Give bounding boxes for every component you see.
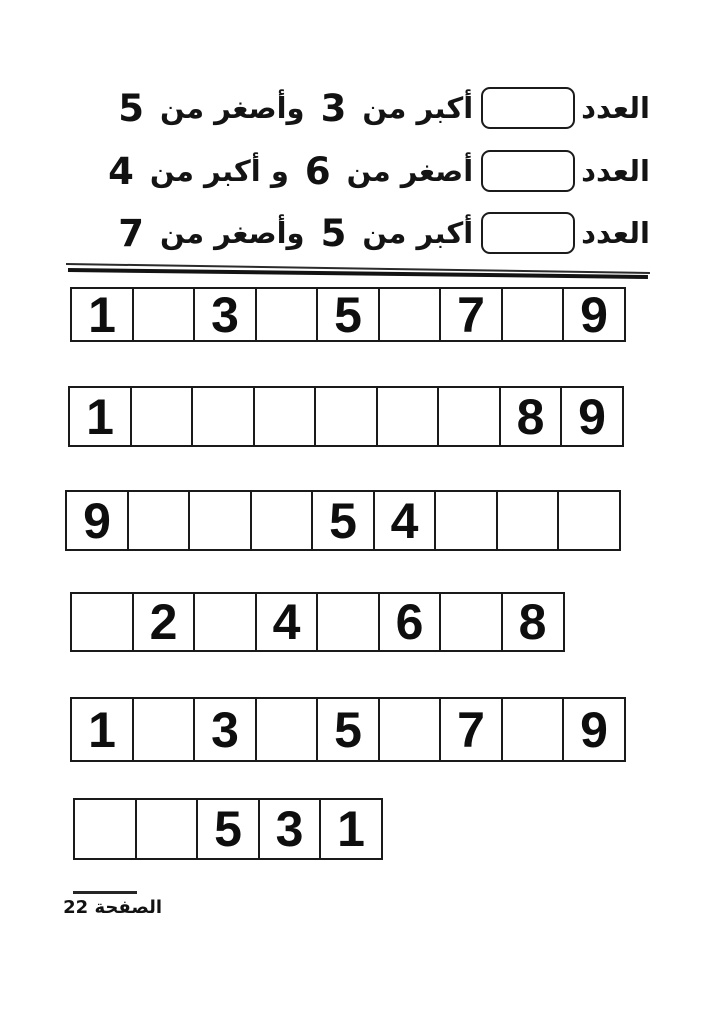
number-grid-row (65, 490, 621, 551)
grid-cell-filled: 4 (255, 592, 319, 652)
grid-cell-empty[interactable] (439, 592, 503, 652)
grid-cell-filled: 9 (65, 490, 129, 551)
grid-cell-empty[interactable] (73, 798, 137, 860)
question-phrase: و أكبر من (149, 154, 289, 188)
answer-box[interactable] (481, 150, 575, 192)
grid-cell-empty[interactable] (376, 386, 440, 447)
question-number: 3 (320, 86, 347, 130)
grid-cell-empty[interactable] (250, 490, 314, 551)
grid-cell-filled: 2 (132, 592, 196, 652)
question-label: العدد (581, 216, 650, 250)
grid-cell-filled: 1 (70, 697, 134, 762)
question-row-3 (108, 209, 650, 257)
grid-cell-empty[interactable] (496, 490, 560, 551)
grid-cell-filled: 1 (319, 798, 383, 860)
number-grid-row (70, 287, 626, 342)
question-number: 4 (108, 149, 134, 193)
grid-cell-filled: 9 (562, 287, 626, 342)
question-phrase: وأصغر من (160, 216, 305, 250)
number-grid-row (70, 697, 626, 762)
page-number: الصفحة 22 (63, 897, 162, 918)
question-number: 5 (320, 211, 347, 255)
number-grid-row (70, 592, 565, 652)
grid-cell-empty[interactable] (132, 287, 196, 342)
question-phrase: أكبر من (362, 216, 474, 250)
grid-cell-empty[interactable] (191, 386, 255, 447)
grid-cell-empty[interactable] (127, 490, 191, 551)
grid-cell-empty[interactable] (132, 697, 196, 762)
grid-cell-empty[interactable] (193, 592, 257, 652)
grid-cell-filled: 5 (196, 798, 260, 860)
grid-cell-empty[interactable] (130, 386, 194, 447)
grid-cell-filled: 3 (193, 287, 257, 342)
number-grid-row (73, 798, 383, 860)
grid-cell-empty[interactable] (434, 490, 498, 551)
footer-rule (73, 891, 137, 894)
grid-cell-filled: 4 (373, 490, 437, 551)
grid-cell-empty[interactable] (557, 490, 621, 551)
grid-cell-empty[interactable] (70, 592, 134, 652)
grid-cell-filled: 8 (501, 592, 565, 652)
grid-cell-filled: 7 (439, 287, 503, 342)
grid-cell-filled: 5 (316, 287, 380, 342)
grid-cell-empty[interactable] (501, 697, 565, 762)
grid-cell-filled: 1 (68, 386, 132, 447)
question-label: العدد (581, 154, 650, 188)
grid-cell-filled: 3 (193, 697, 257, 762)
grid-cell-filled: 8 (499, 386, 563, 447)
grid-cell-filled: 5 (311, 490, 375, 551)
grid-cell-empty[interactable] (378, 287, 442, 342)
grid-cell-filled: 7 (439, 697, 503, 762)
question-row-1 (108, 84, 650, 132)
grid-cell-filled: 3 (258, 798, 322, 860)
grid-cell-empty[interactable] (188, 490, 252, 551)
grid-cell-empty[interactable] (501, 287, 565, 342)
grid-cell-empty[interactable] (314, 386, 378, 447)
question-row-2 (98, 147, 650, 195)
grid-cell-empty[interactable] (135, 798, 199, 860)
grid-cell-filled: 6 (378, 592, 442, 652)
question-phrase: أكبر من (362, 91, 474, 125)
question-number: 6 (304, 149, 331, 193)
grid-cell-empty[interactable] (378, 697, 442, 762)
grid-cell-empty[interactable] (255, 697, 319, 762)
grid-cell-empty[interactable] (437, 386, 501, 447)
question-phrase: وأصغر من (160, 91, 305, 125)
question-phrase: أصغر من (346, 154, 474, 188)
question-number: 7 (118, 211, 145, 255)
answer-box[interactable] (481, 87, 575, 129)
grid-cell-empty[interactable] (253, 386, 317, 447)
grid-cell-filled: 9 (560, 386, 624, 447)
number-grid-row (68, 386, 624, 447)
question-number: 5 (118, 86, 145, 130)
grid-cell-filled: 1 (70, 287, 134, 342)
question-label: العدد (581, 91, 650, 125)
grid-cell-empty[interactable] (255, 287, 319, 342)
grid-cell-filled: 9 (562, 697, 626, 762)
answer-box[interactable] (481, 212, 575, 254)
grid-cell-empty[interactable] (316, 592, 380, 652)
grid-cell-filled: 5 (316, 697, 380, 762)
